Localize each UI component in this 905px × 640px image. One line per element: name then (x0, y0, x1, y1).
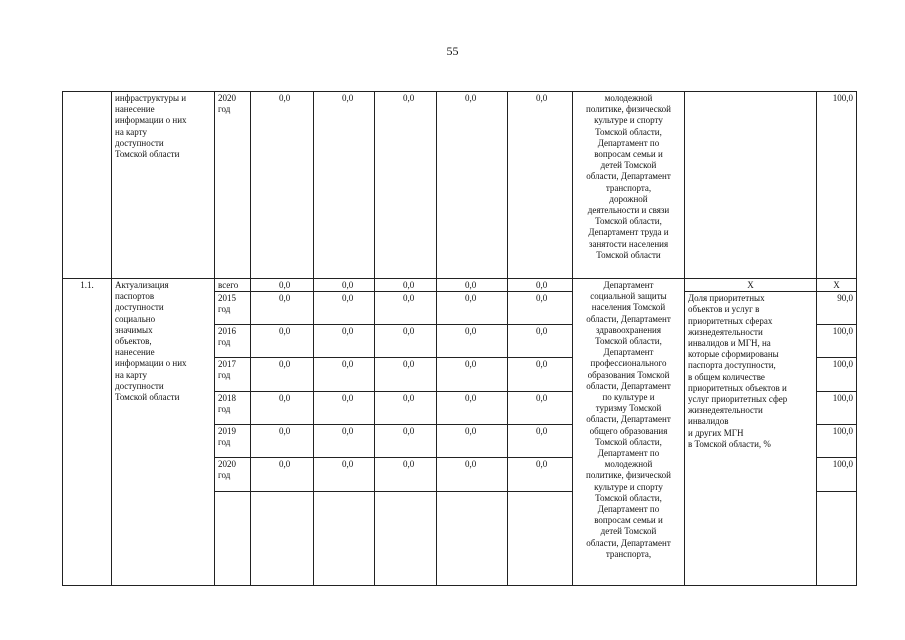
cell-indicator-header: Х (685, 279, 817, 292)
cell-value: 0,0 (437, 279, 508, 292)
cell-value: 0,0 (375, 458, 437, 492)
cell-value: 0,0 (314, 392, 375, 425)
cell-indicator (685, 92, 817, 279)
cell-value: 0,0 (251, 458, 314, 492)
cell-value: 0,0 (251, 358, 314, 392)
cell-year: 2019 год (215, 425, 251, 458)
cell-target: 100,0 (817, 458, 857, 492)
cell-value: 0,0 (508, 279, 573, 292)
cell-value: 0,0 (375, 92, 437, 279)
cell-empty (215, 492, 251, 586)
cell-value: 0,0 (251, 392, 314, 425)
cell-value: 0,0 (375, 279, 437, 292)
cell-value: 0,0 (508, 325, 573, 358)
cell-value: 0,0 (314, 358, 375, 392)
cell-target: 100,0 (817, 392, 857, 425)
cell-value: 0,0 (375, 292, 437, 325)
cell-value: 0,0 (375, 325, 437, 358)
cell-year: 2018 год (215, 392, 251, 425)
cell-value: 0,0 (437, 292, 508, 325)
cell-year: 2020 год (215, 92, 251, 279)
page-number: 55 (446, 44, 459, 58)
cell-value: 0,0 (251, 279, 314, 292)
cell-value: 0,0 (314, 279, 375, 292)
cell-value: 0,0 (251, 325, 314, 358)
cell-value: 0,0 (508, 358, 573, 392)
table-row-continuation (63, 92, 857, 279)
cell-empty (314, 492, 375, 586)
cell-number (63, 92, 112, 279)
cell-indicator: Доля приоритетных объектов и услуг в приоритетных сферах жизнедеятельности инвалидов и МГН, на которые сформированы паспорта доступности, в общем количестве приоритетных объектов и услуг приоритетных сфер жизнедеятельности инвалидов и других МГН в Томской области, % (685, 292, 817, 586)
cell-executors: Департамент социальной защиты населения Томской области, Департамент здравоохранения Томской области, Департамент профессионального образования Томской области, Департамент по культуре и туризму Томской области, Департамент общего образования Томской области, Департамент по молодежной политике, физической культуре и спорту Томской области, Департамент по вопросам семьи и детей Томской области, Департамент транспорта, (573, 279, 685, 586)
cell-value: 0,0 (508, 292, 573, 325)
cell-year: 2015 год (215, 292, 251, 325)
cell-empty (817, 492, 857, 586)
cell-value: 0,0 (437, 358, 508, 392)
cell-value: 0,0 (375, 392, 437, 425)
cell-target: 100,0 (817, 325, 857, 358)
cell-empty (251, 492, 314, 586)
cell-year: 2020 год (215, 458, 251, 492)
cell-event-name: инфраструктуры и нанесение информации о них на карту доступности Томской области (112, 92, 215, 279)
cell-value: 0,0 (508, 392, 573, 425)
cell-value: 0,0 (375, 358, 437, 392)
cell-value: 0,0 (314, 458, 375, 492)
cell-value: 0,0 (314, 92, 375, 279)
cell-target-header: Х (817, 279, 857, 292)
cell-value: 0,0 (437, 458, 508, 492)
cell-value: 0,0 (437, 92, 508, 279)
cell-value: 0,0 (508, 92, 573, 279)
cell-empty (437, 492, 508, 586)
cell-value: 0,0 (251, 425, 314, 458)
cell-target: 100,0 (817, 425, 857, 458)
cell-value: 0,0 (314, 325, 375, 358)
cell-value: 0,0 (251, 292, 314, 325)
cell-empty (508, 492, 573, 586)
cell-value: 0,0 (314, 425, 375, 458)
cell-value: 0,0 (437, 392, 508, 425)
cell-value: 0,0 (437, 325, 508, 358)
cell-value: 0,0 (437, 425, 508, 458)
cell-value: 0,0 (508, 425, 573, 458)
cell-event-name: Актуализация паспортов доступности социально значимых объектов, нанесение информации о них на карту доступности Томской области (112, 279, 215, 586)
cell-empty (375, 492, 437, 586)
cell-value: 0,0 (251, 92, 314, 279)
cell-executors: молодежной политике, физической культуре и спорту Томской области, Департамент по вопросам семьи и детей Томской области, Департамент транспорта, дорожной деятельности и связи Томской области, Департамент труда и занятости населения Томской области (573, 92, 685, 279)
cell-number: 1.1. (63, 279, 112, 586)
program-table (62, 91, 857, 586)
cell-value: 0,0 (508, 458, 573, 492)
table-row-total (63, 279, 857, 292)
cell-year: 2017 год (215, 358, 251, 392)
cell-year: 2016 год (215, 325, 251, 358)
cell-target: 100,0 (817, 358, 857, 392)
cell-target: 100,0 (817, 92, 857, 279)
cell-target: 90,0 (817, 292, 857, 325)
cell-value: 0,0 (314, 292, 375, 325)
cell-year: всего (215, 279, 251, 292)
cell-value: 0,0 (375, 425, 437, 458)
